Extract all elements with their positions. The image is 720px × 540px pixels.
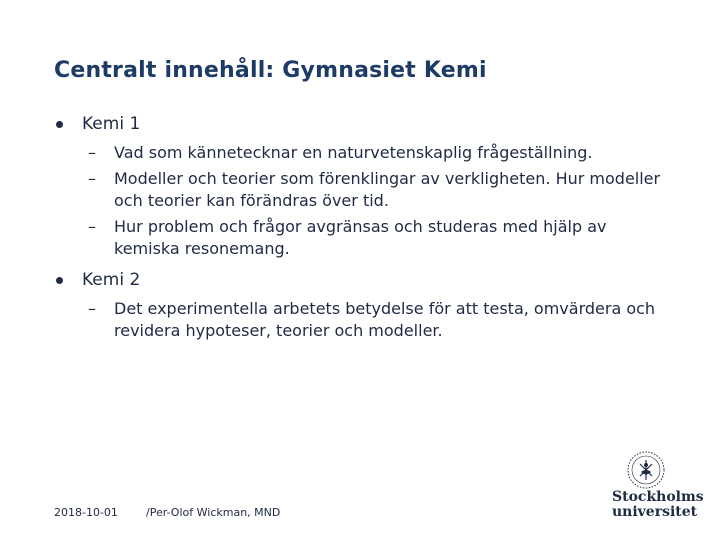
dash-icon: – bbox=[88, 143, 96, 162]
university-seal-icon bbox=[626, 450, 666, 490]
footer-date: 2018-10-01 bbox=[54, 506, 118, 519]
logo-line-2: universitet bbox=[612, 504, 698, 520]
slide-content bbox=[54, 112, 674, 350]
bullet-kemi-1 bbox=[54, 112, 674, 136]
logo-text bbox=[612, 490, 708, 520]
logo-line-1: Stockholms bbox=[612, 489, 704, 505]
sub-item-text: Vad som kännetecknar en naturvetenskaplig frågeställning. bbox=[114, 143, 593, 162]
slide-title: Centralt innehåll: Gymnasiet Kemi bbox=[54, 58, 487, 83]
university-logo bbox=[610, 450, 706, 525]
bullet-heading: Kemi 2 bbox=[82, 270, 141, 290]
sub-item bbox=[54, 298, 674, 342]
bullet-dot-icon bbox=[56, 121, 63, 128]
sub-item-text: Det experimentella arbetets betydelse för att testa, omvärdera och revidera hypoteser, teorier och modeller. bbox=[114, 299, 656, 340]
footer-author: /Per-Olof Wickman, MND bbox=[146, 506, 281, 519]
dash-icon: – bbox=[88, 169, 96, 188]
sub-item-text: Modeller och teorier som förenklingar av verkligheten. Hur modeller och teorier kan förändras över tid. bbox=[114, 169, 661, 210]
sub-item bbox=[54, 142, 674, 164]
sub-list-kemi-2 bbox=[54, 298, 674, 342]
bullet-heading: Kemi 1 bbox=[82, 114, 141, 134]
dash-icon: – bbox=[88, 299, 96, 318]
sub-item bbox=[54, 168, 674, 212]
sub-item bbox=[54, 216, 674, 260]
sub-list-kemi-1 bbox=[54, 142, 674, 260]
bullet-dot-icon bbox=[56, 277, 63, 284]
dash-icon: – bbox=[88, 217, 96, 236]
sub-item-text: Hur problem och frågor avgränsas och studeras med hjälp av kemiska resonemang. bbox=[114, 217, 607, 258]
bullet-kemi-2 bbox=[54, 268, 674, 292]
